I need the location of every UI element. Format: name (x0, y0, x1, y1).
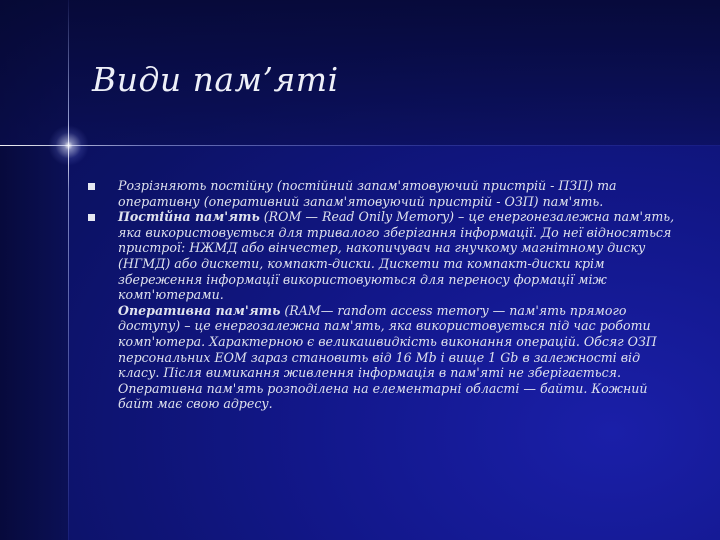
ram-paragraph (118, 303, 678, 412)
ram-description: (RAM— random access memory — пам'ять прямого доступу) – це енергозалежна пам'ять, яка використовується під час роботи комп'ютера. Характерною є великашвидкість виконання операцій. Обсяг ОЗП персональних ЕОМ зараз становить від 16 Mb і вище 1 Gb в залежності від класу. Після вимикання живлення інформація в пам'яті не зберігається. Оперативна пам'ять розподілена на елементарні області — байти. Кожний байт має свою адресу. (118, 302, 657, 412)
ram-term: Оперативна пам'ять (118, 302, 281, 318)
bullet-item-memory-types (88, 178, 678, 209)
rom-description: (ROM — Read Onily Memory) – це енергонезалежна пам'ять, яка використовується для тривалого зберігання інформації. До неї відносяться пристрої: НЖМД або вінчестер, накопичувач на гнучкому магнітному диску (НГМД) або дискети, компакт-диски. Дискети та компакт-диски крім збереження інформації використовуються для переносу формації між комп'ютерами. (118, 209, 675, 303)
rom-term: Постійна пам'ять (118, 209, 260, 225)
slide-title: Види пам’яті (92, 60, 339, 99)
rom-paragraph (118, 209, 678, 303)
sparkle-icon (48, 125, 89, 166)
bullet-text: Розрізняють постійну (постійний запам'ятовуючий пристрій - ПЗП) та оперативну (оперативний запам'ятовуючий пристрій - ОЗП) пам'ять. (118, 178, 617, 209)
bullet-list (88, 178, 678, 412)
square-bullet-icon (88, 183, 95, 190)
bullet-item-rom-ram (88, 209, 678, 412)
square-bullet-icon (88, 214, 95, 221)
vertical-divider (68, 0, 69, 540)
horizontal-divider (0, 145, 720, 146)
